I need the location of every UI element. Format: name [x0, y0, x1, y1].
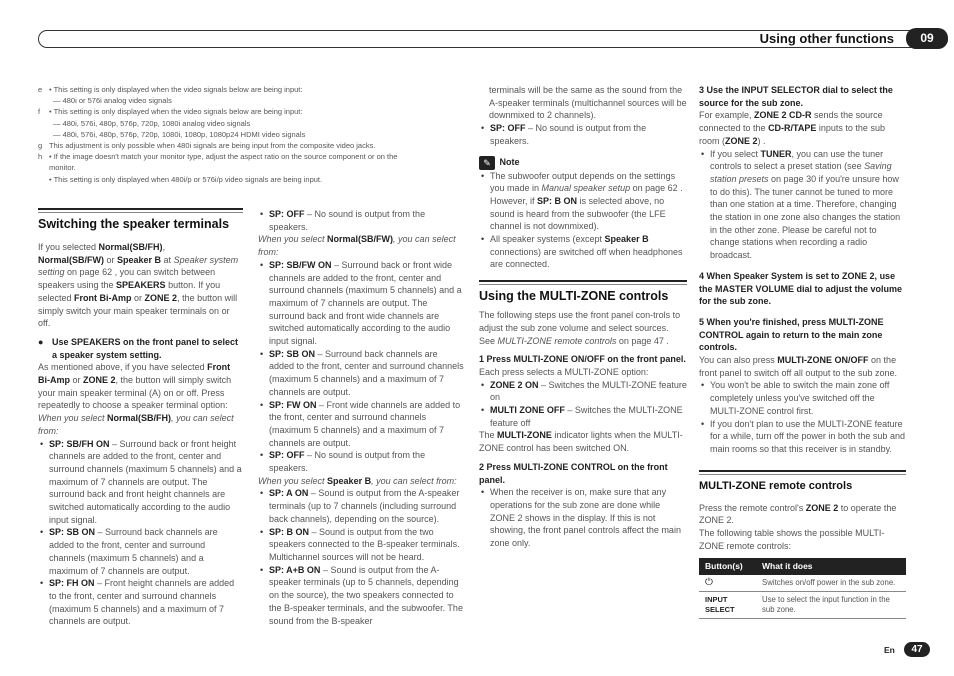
- footnote: [38, 106, 458, 140]
- item-text: – Surround back channels are added to the front, center and surround channels (maximum 5 channels) and a maximum of 7 channels are output.: [269, 348, 464, 397]
- step-5-body: You can also press MULTI-ZONE ON/OFF on the front panel to switch off all output to the sub zone.: [699, 355, 897, 378]
- intro-paragraph: If you selected Normal(SB/FH), Normal(SB/FW) or Speaker B at Speaker system setting on page 62 , you can switch between speakers using the SPEAKERS button. If you selected Front Bi-Amp or ZONE 2, the button will simply switch your main speaker terminals on or off.: [38, 242, 239, 329]
- note-icon: ✎: [479, 156, 495, 170]
- footnote-line: — 480i, 576i, 480p, 576p, 720p, 1080i, 1080p, 1080p24 HDMI video signals: [53, 129, 306, 139]
- list-item: [38, 577, 243, 628]
- heading-remote-controls: MULTI-ZONE remote controls: [699, 479, 853, 492]
- step-5: 5 When you're finished, press MULTI-ZONE CONTROL again to return to the main zone controls.: [699, 316, 884, 353]
- note-item: • All speaker systems (except Speaker B connections) are switched off when headphones are connected.: [479, 233, 687, 271]
- item-key: SP: SB/FH ON: [49, 438, 110, 449]
- list-item: • SP: OFF – No sound is output from the speakers.: [258, 208, 465, 233]
- item-key: MULTI ZONE OFF: [490, 405, 565, 416]
- item-text: – No sound is output from the speakers.: [269, 450, 426, 474]
- item-text: – Sound is output from the A-speaker terminals (up to 5 channels, depending on the source), the two speakers connected to the B-speaker terminals, and the subwoofer. The sound from the B-speaker: [269, 564, 463, 626]
- when-sbfh: When you select Normal(SB/FH), you can select from:: [38, 413, 234, 436]
- footnote-line: — 480i, 576i, 480p, 576p, 720p, 1080i analog video signals: [53, 118, 251, 128]
- item-text: – Surround back channels are added to the front, center and surround channels (maximum 5 channels) and a maximum of 7 channels are output.: [49, 527, 218, 576]
- list-item: [258, 526, 465, 564]
- list-item: [258, 399, 465, 450]
- list-item: [479, 404, 687, 429]
- heading-rule: [38, 208, 243, 213]
- footnote-mark: f: [38, 107, 41, 117]
- footnote: [38, 151, 458, 185]
- footnote-line: • If the image doesn't match your monitor type, adjust the aspect ratio on the source component or on the: [49, 152, 398, 162]
- item-key: SP: SB ON: [49, 527, 96, 538]
- when-sbfw: When you select Normal(SB/FW), you can select from:: [258, 234, 456, 258]
- item-key: SP: B ON: [269, 526, 310, 537]
- list-item: • SP: OFF – No sound is output from the speakers.: [479, 122, 687, 147]
- footnote-line: This adjustment is only possible when 480i signals are being input from the composite video jacks.: [49, 141, 376, 151]
- list-item: • If you select TUNER, you can use the tuner controls to select a preset station (see Saving station presets on page 30 if you're unsure how to do this). The tuner cannot be tuned to more than one station at a time. Therefore, changing the station in one zone also changes the station in the other zone. Please be careful not to change stations when recording a radio broadcast.: [699, 148, 906, 262]
- heading-rule: [479, 280, 687, 285]
- remote-controls-table: [699, 558, 906, 619]
- table-row: ⏻ Switches on/off power in the sub zone.: [699, 575, 906, 592]
- item-key: SP: SB ON: [269, 348, 316, 359]
- list-item: • If you don't plan to use the MULTI-ZONE feature for a while, turn off the power in both the sub and main rooms so that this receiver is in standby.: [699, 418, 906, 456]
- item-text: – Sound is output from the two speakers connected to the B-speaker terminals. Multichannel sources will not be heard.: [269, 526, 460, 562]
- step-3-body: For example, ZONE 2 CD-R sends the source connected to the CD-R/TAPE inputs to the sub room (ZONE 2) .: [699, 110, 885, 146]
- item-text: – Surround back or front height channels are added to the front, center and surround channels (maximum 5 channels) and a maximum of 7 channels are output. The surround back and front height channels are switched automatically according to the audio input signal.: [49, 438, 242, 525]
- item-key: SP: FH ON: [49, 578, 95, 589]
- item-key: SP: FW ON: [269, 399, 317, 410]
- column-4: [699, 84, 906, 619]
- step-1-body: Each press selects a MULTI-ZONE option:: [479, 366, 649, 377]
- footnote-line: monitor.: [49, 163, 76, 173]
- item-text: – Front height channels are added to the front, center and surround channels (maximum 5 channels) and a maximum of 7 channels are output.: [49, 578, 235, 627]
- footnote-mark: e: [38, 85, 43, 94]
- footer-lang: En: [884, 645, 895, 655]
- footnotes: [38, 84, 458, 185]
- note-item: • The subwoofer output depends on the settings you made in Manual speaker setup on page 62 . However, if SP: B ON is selected above, no sound is heard from the subwoofer (the LFE channel is not downmixed).: [479, 170, 687, 234]
- list-item: [38, 438, 243, 527]
- table-row: INPUT SELECT Use to select the input function in the sub zone.: [699, 591, 906, 618]
- item-key: SP: A+B ON: [269, 564, 321, 575]
- item-text: – Front wide channels are added to the front, center and surround channels (maximum 5 channels) and a maximum of 7 channels are output.: [269, 399, 461, 448]
- list-item: • You won't be able to switch the main zone off completely unless you've switched off the MULTI-ZONE control first.: [699, 379, 906, 417]
- step-2: 2 Press MULTI-ZONE CONTROL on the front panel.: [479, 461, 668, 485]
- table-header-what: What it does: [756, 558, 906, 575]
- list-item: [258, 348, 465, 399]
- item-text: – Switches the MULTI-ZONE feature off: [490, 405, 683, 428]
- item-key: ZONE 2 ON: [490, 379, 539, 390]
- footnote-line: • This setting is only displayed when 480i/p or 576i/p video signals are being input.: [49, 174, 323, 184]
- indicator-text: The MULTI-ZONE indicator lights when the MULTI-ZONE control has been switched ON.: [479, 430, 683, 454]
- item-text: – Sound is output from the A-speaker terminals (up to 7 channels (including surround back channels), depending on the source).: [269, 488, 460, 524]
- list-item: [258, 564, 465, 628]
- column-1: [38, 208, 243, 628]
- item-key: SP: SB/FW ON: [269, 259, 332, 270]
- step-use-speakers: ● Use SPEAKERS on the front panel to select a speaker system setting.: [38, 336, 239, 360]
- footnote: [38, 140, 458, 151]
- footnote-mark: h: [38, 152, 43, 162]
- section-title: Using other functions: [759, 31, 894, 46]
- item-text: – Switches the MULTI-ZONE feature on: [490, 379, 687, 403]
- remote-intro-2: The following table shows the possible MULTI-ZONE remote controls:: [699, 528, 885, 551]
- item-key: SP: A ON: [269, 488, 309, 499]
- table-header-buttons: Button(s): [699, 558, 756, 575]
- chapter-number: 09: [906, 28, 948, 49]
- list-item: • When the receiver is on, make sure that any operations for the sub zone are done while ZONE 2 shows in the display. If this is not showing, the front panel controls affect the main zone only.: [479, 486, 687, 550]
- heading-rule: [699, 470, 906, 475]
- continued-text: terminals will be the same as the sound from the A-speaker terminals (multichannel sources will be downmixed to 2 channels).: [489, 85, 687, 121]
- footnote-line: • This setting is only displayed when the video signals below are being input:: [49, 85, 303, 94]
- footnote-line: — 480i or 576i analog video signals: [53, 96, 172, 106]
- footnote: [38, 84, 458, 106]
- footnote-mark: g: [38, 141, 43, 151]
- list-item: [38, 526, 243, 577]
- remote-intro: Press the remote control's ZONE 2 to operate the ZONE 2.: [699, 502, 897, 526]
- list-item: [258, 487, 465, 525]
- step-4: 4 When Speaker System is set to ZONE 2, use the MASTER VOLUME dial to adjust the volume for the sub zone.: [699, 270, 903, 307]
- note-header: ✎ Note: [479, 156, 687, 170]
- column-3: [479, 84, 687, 550]
- when-speaker-b: When you select Speaker B, you can select from:: [258, 475, 457, 486]
- item-key: SP: OFF: [269, 450, 305, 461]
- page-number: 47: [904, 642, 930, 657]
- column-2: [258, 208, 465, 627]
- heading-switching-speaker: Switching the speaker terminals: [38, 217, 230, 231]
- list-item: [258, 449, 465, 474]
- step-1: 1 Press MULTI-ZONE ON/OFF on the front panel.: [479, 354, 686, 365]
- list-item: [258, 259, 465, 348]
- list-item: [479, 379, 687, 404]
- step-body: As mentioned above, if you have selected Front Bi-Amp or ZONE 2, the button will simply switch your main speaker terminal (A) on or off. Press repeatedly to choose a speaker terminal option:: [38, 362, 232, 411]
- multizone-intro: The following steps use the front panel con-trols to adjust the sub zone volume and select sources. See MULTI-ZONE remote controls on page 47 .: [479, 310, 681, 346]
- heading-multizone: Using the MULTI-ZONE controls: [479, 289, 669, 304]
- item-text: – Surround back or front wide channels are added to the front, center and surround channels (maximum 5 channels) and a maximum of 7 channels are output. The surround back and front wide channels are switched automatically according to the audio input signal.: [269, 259, 462, 347]
- power-icon: ⏻: [699, 575, 756, 592]
- step-3: 3 Use the INPUT SELECTOR dial to select the source for the sub zone.: [699, 85, 893, 108]
- footnote-line: • This setting is only displayed when the video signals below are being input:: [49, 107, 303, 117]
